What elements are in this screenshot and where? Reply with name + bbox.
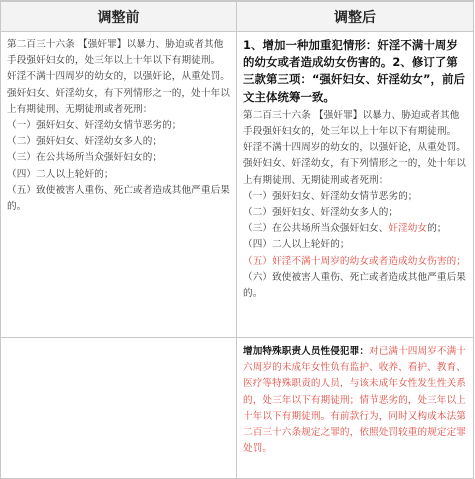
after-para-2: 奸淫不满十四周岁的幼女的，以强奸论，从重处罚。 xyxy=(243,142,466,154)
cell-before-article236 xyxy=(0,32,237,338)
after-item-4: （四）二人以上轮奸的； xyxy=(243,239,350,251)
header-before: 调整前 xyxy=(0,0,237,32)
new-crime-lead: 增加特殊职责人员性侵犯罪： xyxy=(243,346,370,357)
after-item-3 xyxy=(243,221,467,237)
after-item-2: （二）强奸妇女、奸淫幼女多人的； xyxy=(243,207,399,219)
new-crime-paragraph xyxy=(243,344,467,457)
after-para-3: 强奸妇女、奸淫幼女，有下列情形之一的，处十年以上有期徒刑、无期徒刑或者死刑： xyxy=(243,158,466,186)
before-para-1: 第二百三十六条 【强奸罪】以暴力、胁迫或者其他手段强奸妇女的，处三年以上十年以下有期徒刑。 xyxy=(7,39,224,67)
after-item-6: （六）致使被害人重伤、死亡或者造成其他严重后果的。 xyxy=(243,271,466,300)
before-item-2: （二）强奸妇女、奸淫幼女多人的； xyxy=(7,136,163,148)
new-crime-body: 对已满十四周岁不满十六周岁的未成年女性负有监护、收养、看护、教育、医疗等特殊职责的人员，与该未成年女性发生性关系的，处三年以下有期徒刑；情节恶劣的，处三年以上十年以下有期徒刑。有前款行为，同时又构成本法第二百三十六条规定之罪的，依照处罚较重的规定定罪处罚。 xyxy=(243,346,466,455)
cell-after-new-crime xyxy=(237,338,474,479)
before-item-5: （五）致使被害人重伤、死亡或者造成其他严重后果的。 xyxy=(7,184,230,213)
after-summary: 1、增加一种加重犯情形：奸淫不满十周岁的幼女或者造成幼女伤害的。2、修订了第三款第三项：“强奸妇女、奸淫幼女”，前后文主体统筹一致。 xyxy=(243,38,466,104)
before-para-2: 奸淫不满十四周岁的幼女的，以强奸论，从重处罚。 xyxy=(7,71,230,83)
after-para-1: 第二百三十六条 【强奸罪】以暴力、胁迫或者其他手段强奸妇女的，处三年以上十年以下有期徒刑。 xyxy=(243,109,460,138)
after-item-3-added-text: 奸淫幼女 xyxy=(388,223,428,235)
before-para-3: 强奸妇女、奸淫幼女，有下列情形之一的，处十年以上有期徒刑、无期徒刑或者死刑： xyxy=(7,87,230,115)
before-item-3: （三）在公共场所当众强奸妇女的； xyxy=(7,152,163,164)
after-item-3-prefix: （三）在公共场所当众强奸妇女、 xyxy=(243,223,389,235)
after-item-1: （一）强奸妇女、奸淫幼女情节恶劣的； xyxy=(243,190,418,202)
before-item-1: （一）强奸妇女、奸淫幼女情节恶劣的； xyxy=(7,120,182,132)
before-item-4: （四）二人以上轮奸的； xyxy=(7,168,114,180)
after-item-3-suffix: 的； xyxy=(427,223,447,235)
header-after: 调整后 xyxy=(237,0,474,32)
after-item-5-new: （五）奸淫不满十周岁的幼女或者造成幼女伤害的； xyxy=(243,255,466,267)
cell-before-empty xyxy=(0,338,237,479)
cell-after-article236 xyxy=(237,32,474,338)
